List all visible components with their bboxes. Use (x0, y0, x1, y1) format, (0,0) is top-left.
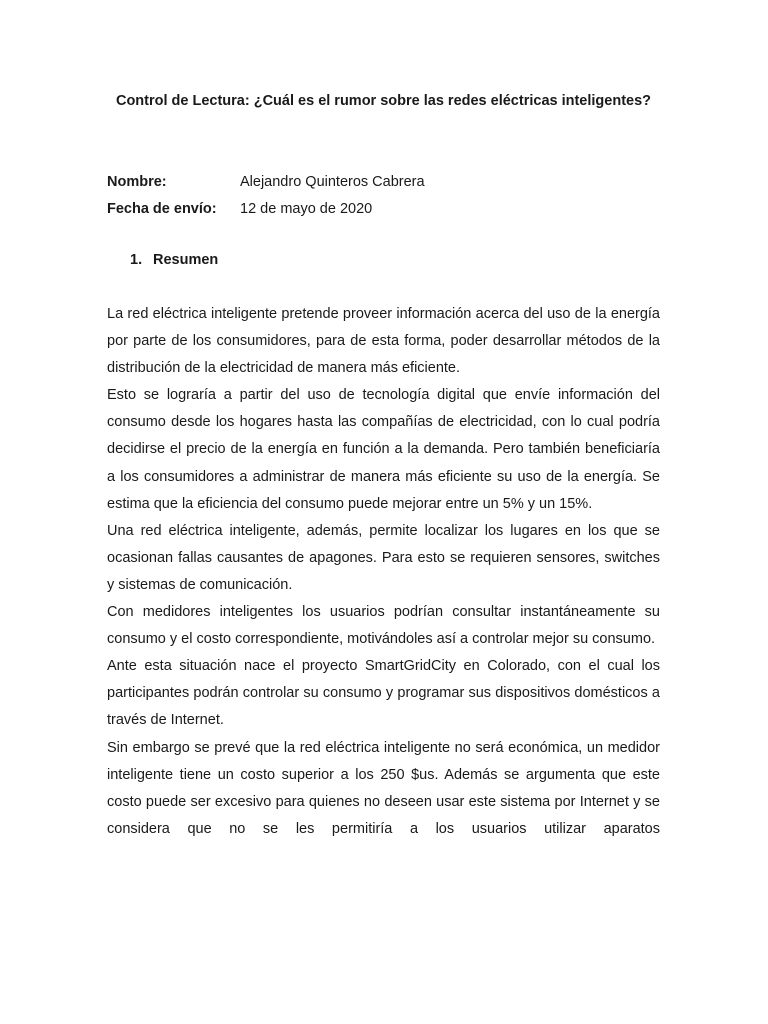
section-number: 1. (130, 252, 143, 268)
paragraph: La red eléctrica inteligente pretende proveer información acerca del uso de la energía por parte de los consumidores, para de esta forma, poder desarrollar métodos de la distribución de la electricidad de manera más eficiente. (107, 306, 660, 377)
section-heading (130, 250, 218, 270)
paragraph: Con medidores inteligentes los usuarios podrían consultar instantáneamente su consumo y el costo correspondiente, motivándoles así a controlar mejor su consumo. (107, 604, 660, 648)
name-value: Alejandro Quinteros Cabrera (240, 174, 425, 190)
body-text (107, 301, 660, 843)
paragraph: Sin embargo se prevé que la red eléctrica inteligente no será económica, un medidor inteligente tiene un costo superior a los 250 $us. Además se argumenta que este costo puede ser excesivo para quienes no deseen usar este sistema por Internet y se considera que no se les permitiría a los usuarios utilizar aparatos (107, 739, 660, 837)
paragraph: Ante esta situación nace el proyecto SmartGridCity en Colorado, con el cual los participantes podrán controlar su consumo y programar sus dispositivos domésticos a través de Internet. (107, 658, 660, 729)
paragraph: Esto se lograría a partir del uso de tecnología digital que envíe información del consumo desde los hogares hasta las compañías de electricidad, con lo cual podría decidirse el precio de la energía en función a la demanda. Pero también beneficiaría a los consumidores a administrar de manera más eficiente su uso de la energía. Se estima que la eficiencia del consumo puede mejorar entre un 5% y un 15%. (107, 387, 660, 512)
date-label: Fecha de envío: (107, 201, 217, 217)
date-value: 12 de mayo de 2020 (240, 201, 373, 217)
paragraph: Una red eléctrica inteligente, además, permite localizar los lugares en los que se ocasionan fallas causantes de apagones. Para esto se requieren sensores, switches y sistemas de comunicación. (107, 522, 660, 593)
document-title: Control de Lectura: ¿Cuál es el rumor sobre las redes eléctricas inteligentes? (115, 93, 652, 109)
name-label: Nombre: (107, 174, 167, 190)
section-title: Resumen (153, 252, 219, 268)
